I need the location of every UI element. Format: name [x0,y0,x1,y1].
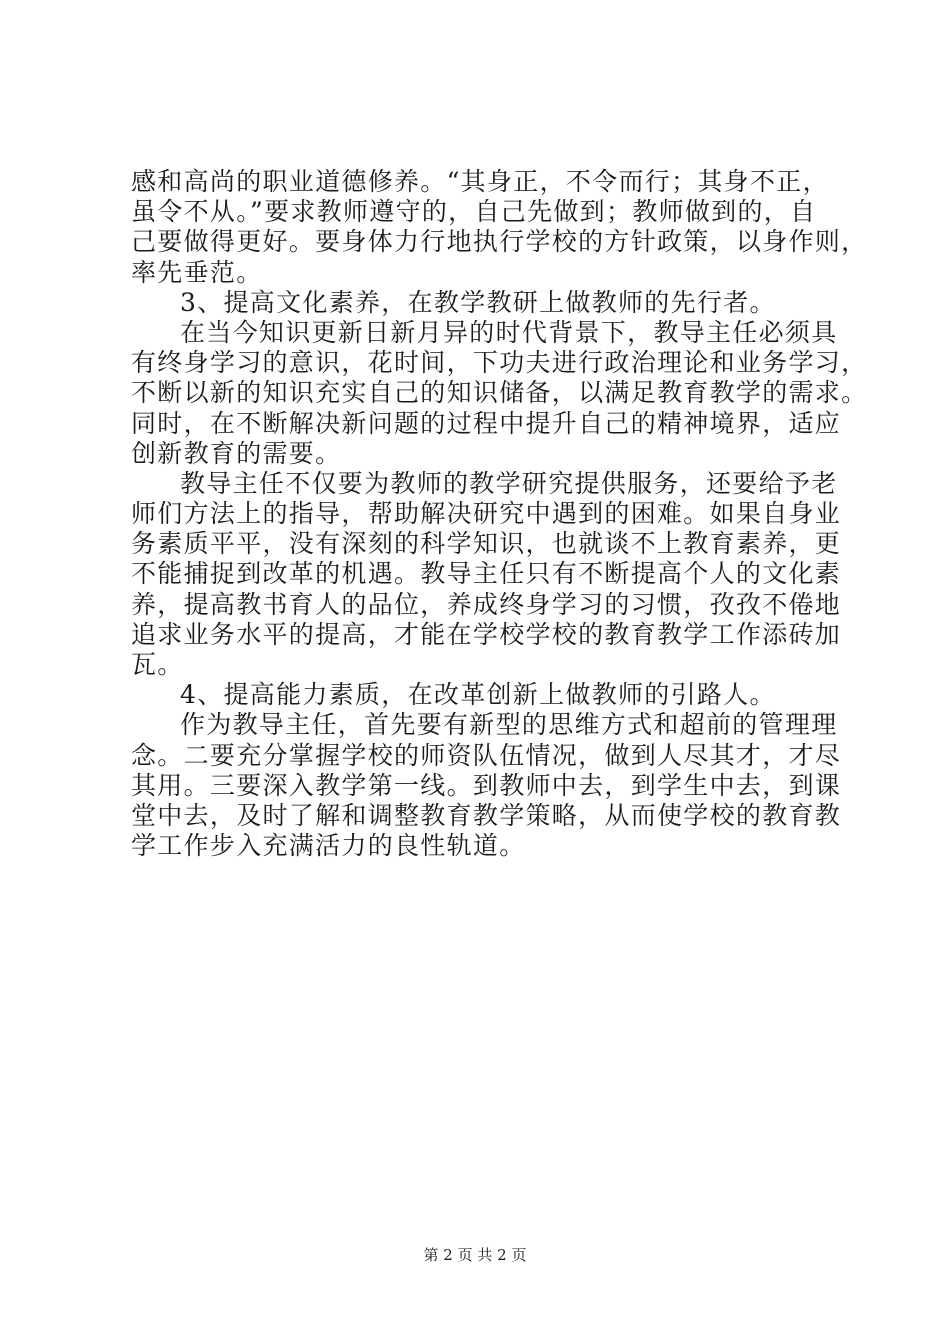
text-line: 虽令不从。”要求教师遵守的，自己先做到；教师做到的，自 [131,197,817,227]
text-line: 瓦。 [131,650,184,679]
text-line: 己要做得更好。要身体力行地执行学校的方针政策，以身作则， [131,227,868,257]
text-line: 学工作步入充满活力的良性轨道。 [131,831,526,861]
text-line: 感和高尚的职业道德修养。“其身正，不令而行；其身不正， [131,167,829,196]
text-line: 作为教导主任，首先要有新型的思维方式和超前的管理理 [180,710,838,740]
text-line: 养，提高教书育人的品位，养成终身学习的习惯，孜孜不倦地 [131,589,842,619]
document-body [131,167,868,861]
text-line: 师们方法上的指导，帮助解决研究中遇到的困难。如果自身业 [131,499,842,529]
text-line: 不能捕捉到改革的机遇。教导主任只有不断提高个人的文化素 [131,559,842,589]
text-line: 念。二要充分掌握学校的师资队伍情况，做到人尽其才，才尽 [131,740,842,770]
text-line: 务素质平平，没有深刻的科学知识，也就谈不上教育素养，更 [131,529,842,559]
text-line: 其用。三要深入教学第一线。到教师中去，到学生中去，到课 [131,770,842,800]
text-line: 追求业务水平的提高，才能在学校学校的教育教学工作添砖加 [131,619,842,649]
text-line: 在当今知识更新日新月异的时代背景下，教导主任必须具 [180,317,838,347]
page-number-footer: 第 2 页 共 2 页 [423,1246,527,1264]
section-heading-3: 3、提高文化素养，在教学教研上做教师的先行者。 [180,287,776,317]
text-line: 堂中去，及时了解和调整教育教学策略，从而使学校的教育教 [131,800,842,830]
text-line: 有终身学习的意识，花时间，下功夫进行政治理论和业务学习， [131,348,868,378]
text-line: 不断以新的知识充实自己的知识储备，以满足教育教学的需求。 [131,378,868,408]
text-line: 创新教育的需要。 [131,438,342,468]
section-heading-4: 4、提高能力素质，在改革创新上做教师的引路人。 [180,680,776,710]
text-line: 同时，在不断解决新问题的过程中提升自己的精神境界，适应 [131,408,842,438]
text-line: 教导主任不仅要为教师的教学研究提供服务，还要给予老 [180,468,838,498]
text-line: 率先垂范。 [131,257,263,287]
